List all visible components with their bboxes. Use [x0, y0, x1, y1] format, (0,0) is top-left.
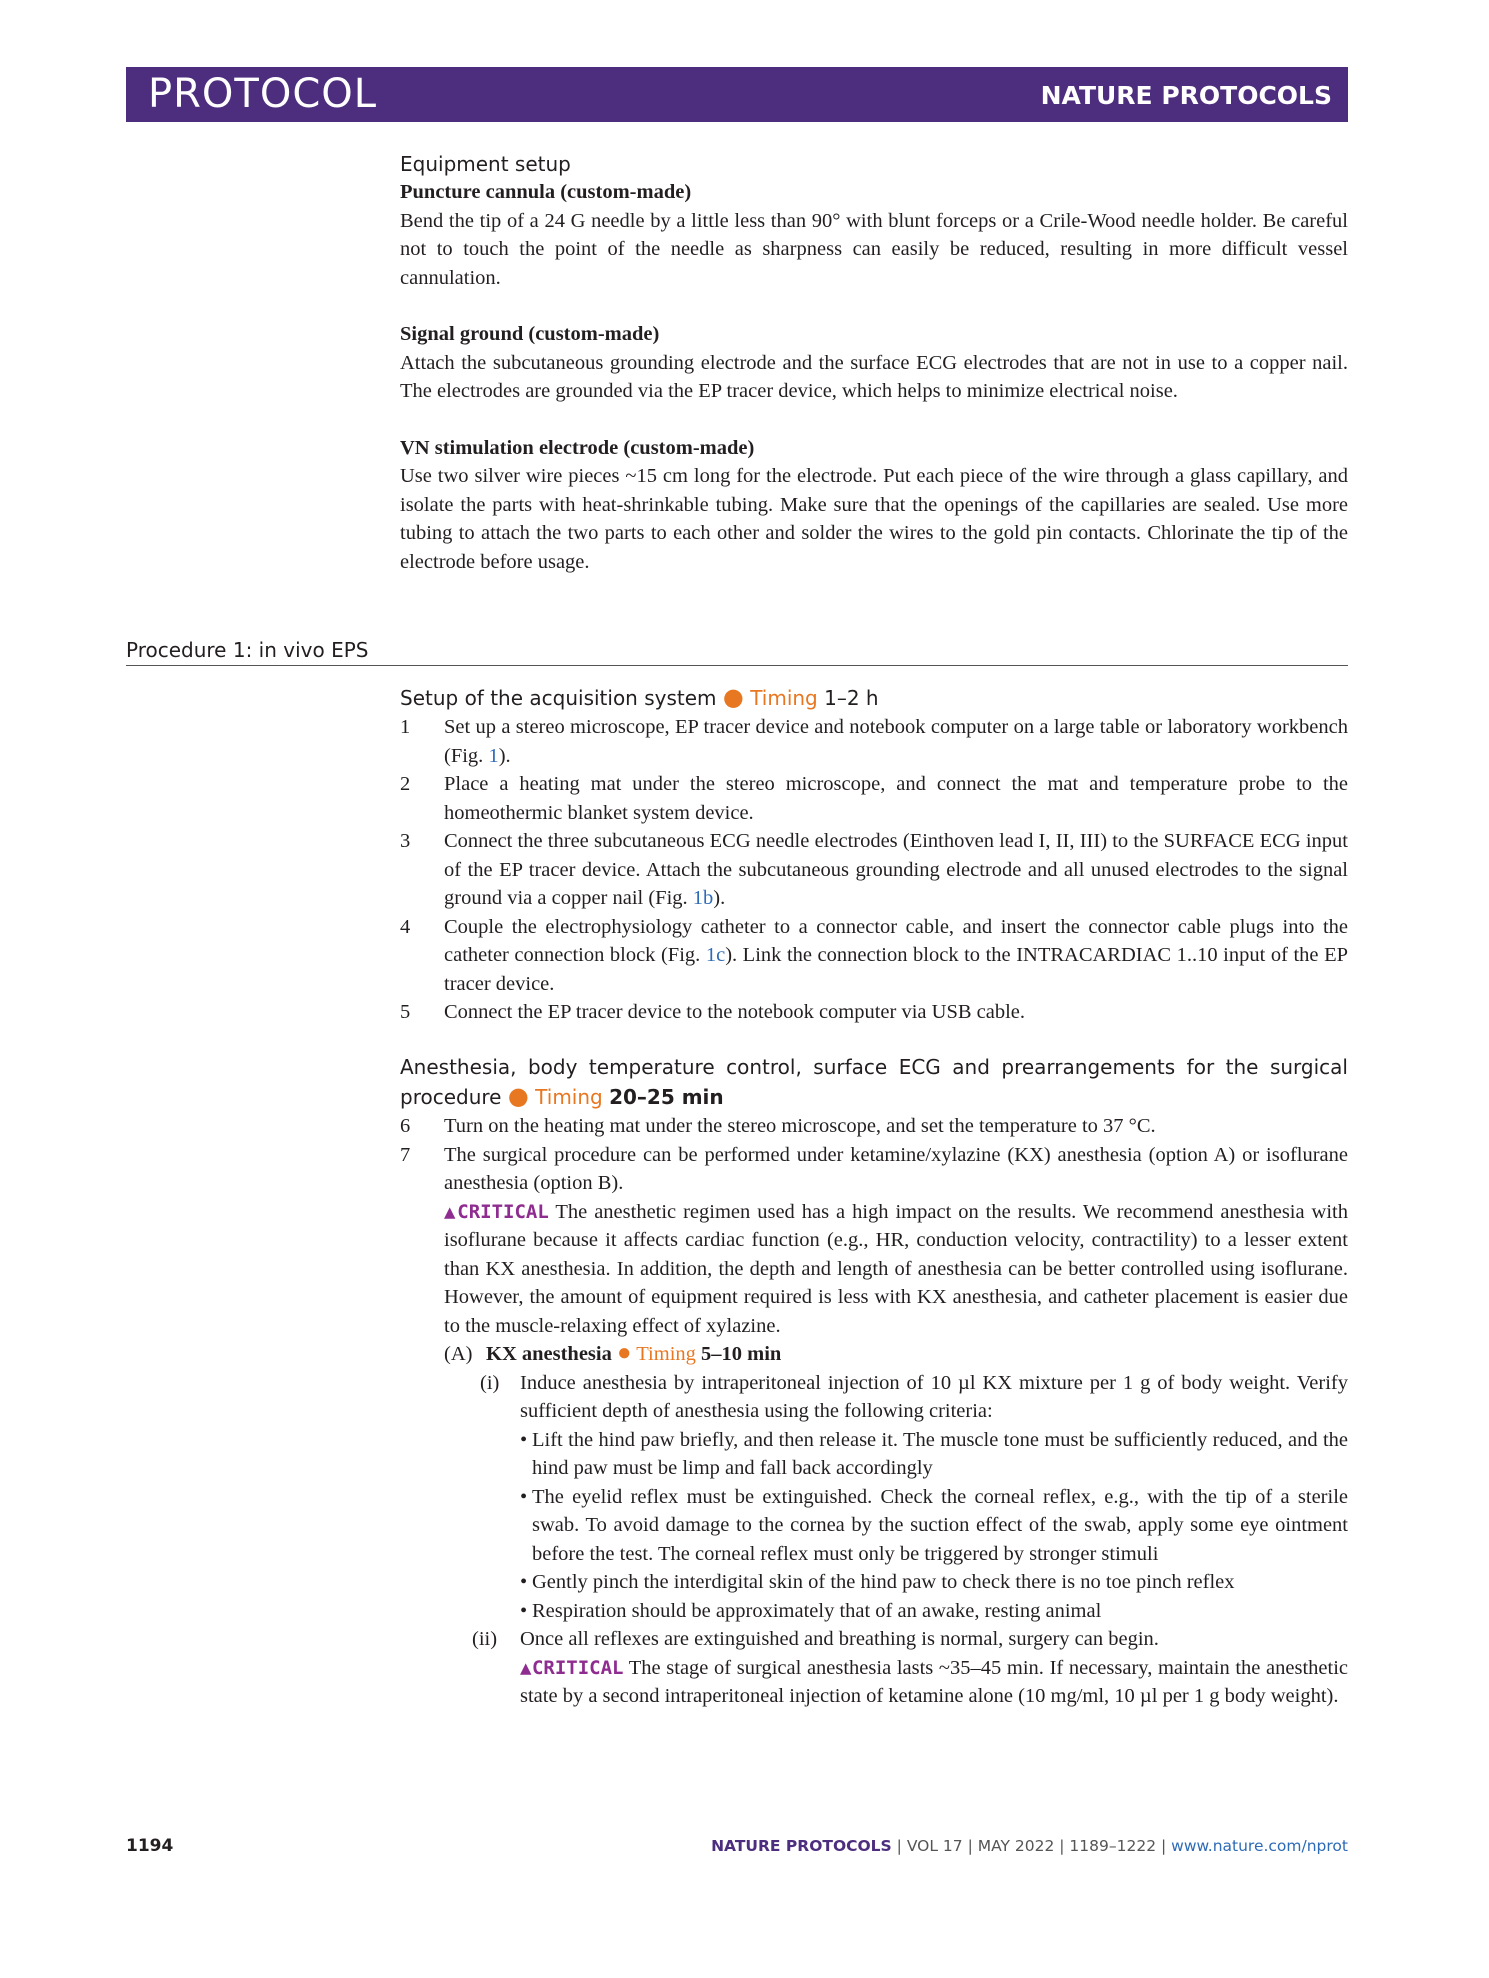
bullet-icon: •: [520, 1571, 528, 1593]
bullet-item: [400, 1483, 1348, 1569]
substep-item: [400, 1369, 1348, 1426]
figure-link[interactable]: 1c: [705, 944, 726, 966]
setup-title: Setup of the acquisition system: [400, 686, 717, 710]
critical-note: [400, 1198, 1348, 1341]
journal-header-bar: [126, 67, 1348, 122]
option-label: (A): [444, 1343, 473, 1365]
step-text: ). Link the connection block to the INTRACARDIAC 1..10 input of the EP tracer device.: [444, 944, 1348, 995]
step-item: [400, 998, 1348, 1027]
substep-text: Induce anesthesia by intraperitoneal injection of 10 µl KX mixture per 1 g of body weight. Verify sufficient depth of anesthesia using the following criteria:: [520, 1371, 1348, 1422]
equipment-item-title: Signal ground (custom-made): [400, 323, 660, 345]
bullet-icon: •: [520, 1428, 528, 1451]
equipment-setup-title: Equipment setup: [400, 152, 571, 176]
setup-heading: [400, 683, 1348, 713]
timing-label: Timing: [750, 686, 818, 710]
bullet-item: [400, 1568, 1348, 1597]
bullet-text: Respiration should be approximately that of an awake, resting animal: [532, 1599, 1102, 1622]
footer-details: VOL 17 | MAY 2022 | 1189–1222 |: [906, 1837, 1167, 1855]
step-text: ).: [498, 744, 511, 767]
step-number: 1: [400, 716, 411, 738]
bullet-text: Lift the hind paw briefly, and then release it. The muscle tone must be sufficiently reduced, and the hind paw must be limp and fall back accordingly: [532, 1428, 1348, 1479]
step-number: 5: [400, 1001, 411, 1023]
step-number: 4: [400, 915, 411, 938]
timing-value: 1–2 h: [824, 686, 879, 710]
step-number: 3: [400, 830, 411, 852]
step-text: Connect the three subcutaneous ECG needle electrodes (Einthoven lead I, II, III) to the SURFACE ECG input of the EP tracer device. Attach the subcutaneous grounding electrode and all unused electrodes to the signal ground via a copper nail (Fig.: [444, 830, 1348, 909]
equipment-item-title: VN stimulation electrode (custom-made): [400, 436, 755, 459]
footer-citation: NATURE PROTOCOLS | VOL 17 | MAY 2022 | 1189–1222 | www.nature.com/nprot: [711, 1837, 1348, 1855]
setup-section: [400, 683, 1348, 1027]
step-text: The surgical procedure can be performed under ketamine/xylazine (KX) anesthesia (option A) or isoflurane anesthesia (option B).: [444, 1143, 1348, 1194]
timing-value: 20–25 min: [609, 1085, 724, 1109]
bullet-icon: •: [520, 1485, 528, 1508]
article-type-label: PROTOCOL: [148, 71, 378, 117]
procedure-section-title: Procedure 1: in vivo EPS: [126, 638, 369, 662]
substep-label: (i): [480, 1371, 500, 1394]
critical-text: The anesthetic regimen used has a high impact on the results. We recommend anesthesia with isoflurane because it affects cardiac function (e.g., HR, conduction velocity, contractility) to a lesser extent than KX anesthesia. In addition, the depth and length of anesthesia can be better controlled using isoflurane. However, the amount of equipment required is less with KX anesthesia, and catheter placement is easier due to the muscle-relaxing effect of xylazine.: [444, 1200, 1348, 1337]
anesthesia-title-line: procedure: [400, 1085, 502, 1109]
step-number: 7: [400, 1143, 411, 1166]
option-a-heading: [400, 1340, 1348, 1369]
option-title: KX anesthesia: [486, 1343, 612, 1365]
equipment-item-text: Attach the subcutaneous grounding electrode and the surface ECG electrodes that are not in use to a copper nail. The electrodes are grounded via the EP tracer device, which helps to minimize electrical noise.: [400, 351, 1348, 402]
step-item: [400, 770, 1348, 827]
critical-label: ▲CRITICAL: [444, 1200, 549, 1223]
timing-dot-icon: ●: [616, 1340, 632, 1366]
step-number: 2: [400, 773, 411, 795]
critical-text: The stage of surgical anesthesia lasts ~35–45 min. If necessary, maintain the anesthetic state by a second intraperitoneal injection of ketamine alone (10 mg/ml, 10 µl per 1 g body weight).: [520, 1656, 1349, 1707]
figure-link[interactable]: 1: [488, 744, 499, 767]
substep-label: (ii): [472, 1628, 498, 1650]
section-divider: [126, 665, 1348, 666]
figure-link[interactable]: 1b: [692, 887, 714, 909]
footer-journal: NATURE PROTOCOLS: [711, 1837, 892, 1855]
page-number: 1194: [126, 1836, 174, 1856]
step-item: [400, 1112, 1348, 1141]
substep-text: Once all reflexes are extinguished and breathing is normal, surgery can begin.: [520, 1628, 1159, 1650]
step-text: Turn on the heating mat under the stereo microscope, and set the temperature to 37 °C.: [444, 1115, 1156, 1137]
step-item: [400, 1141, 1348, 1198]
step-text: Set up a stereo microscope, EP tracer device and notebook computer on a large table or laboratory workbench (Fig.: [444, 716, 1348, 767]
journal-name: NATURE PROTOCOLS: [1040, 81, 1332, 110]
anesthesia-title-line: Anesthesia, body temperature control, surface ECG and prearrangements for the surgical: [400, 1055, 1348, 1079]
bullet-text: Gently pinch the interdigital skin of the hind paw to check there is no toe pinch reflex: [532, 1571, 1235, 1593]
substep-item: [400, 1625, 1348, 1654]
step-text: ).: [713, 887, 726, 909]
timing-label: Timing: [535, 1085, 603, 1109]
critical-note: [400, 1654, 1348, 1711]
timing-value: 5–10 min: [701, 1343, 782, 1365]
footer-url[interactable]: www.nature.com/nprot: [1171, 1837, 1348, 1855]
bullet-icon: •: [520, 1599, 528, 1622]
step-item: [400, 913, 1348, 999]
bullet-item: [400, 1426, 1348, 1483]
equipment-item-text: Use two silver wire pieces ~15 cm long for the electrode. Put each piece of the wire through a glass capillary, and isolate the parts with heat-shrinkable tubing. Make sure that the openings of the capillaries are sealed. Use more tubing to attach the two parts to each other and solder the wires to the gold pin contacts. Chlorinate the tip of the electrode before usage.: [400, 465, 1348, 573]
anesthesia-heading: [400, 1052, 1348, 1112]
step-text: Couple the electrophysiology catheter to a connector cable, and insert the connector cable plugs into the catheter connection block (Fig.: [444, 915, 1348, 966]
timing-dot-icon: ●: [507, 1082, 529, 1110]
step-number: 6: [400, 1115, 411, 1137]
anesthesia-section: [400, 1052, 1348, 1711]
timing-dot-icon: ●: [722, 683, 744, 711]
equipment-item-title: Puncture cannula (custom-made): [400, 181, 692, 203]
step-item: [400, 827, 1348, 913]
equipment-setup-section: [400, 150, 1348, 576]
bullet-text: The eyelid reflex must be extinguished. Check the corneal reflex, e.g., with the tip of a sterile swab. To avoid damage to the cornea by the suction effect of the swab, apply some eye ointment before the test. The corneal reflex must only be triggered by stronger stimuli: [532, 1485, 1348, 1565]
bullet-item: [400, 1597, 1348, 1626]
step-item: [400, 713, 1348, 770]
timing-label: Timing: [636, 1343, 696, 1365]
critical-label: ▲CRITICAL: [520, 1656, 624, 1679]
equipment-item-text: Bend the tip of a 24 G needle by a little less than 90° with blunt forceps or a Crile-Wood needle holder. Be careful not to touch the point of the needle as sharpness can easily be reduced, resulting in more difficult vessel cannulation.: [400, 209, 1348, 289]
step-text: Place a heating mat under the stereo microscope, and connect the mat and temperature probe to the homeothermic blanket system device.: [444, 773, 1348, 824]
step-text: Connect the EP tracer device to the notebook computer via USB cable.: [444, 1001, 1026, 1023]
